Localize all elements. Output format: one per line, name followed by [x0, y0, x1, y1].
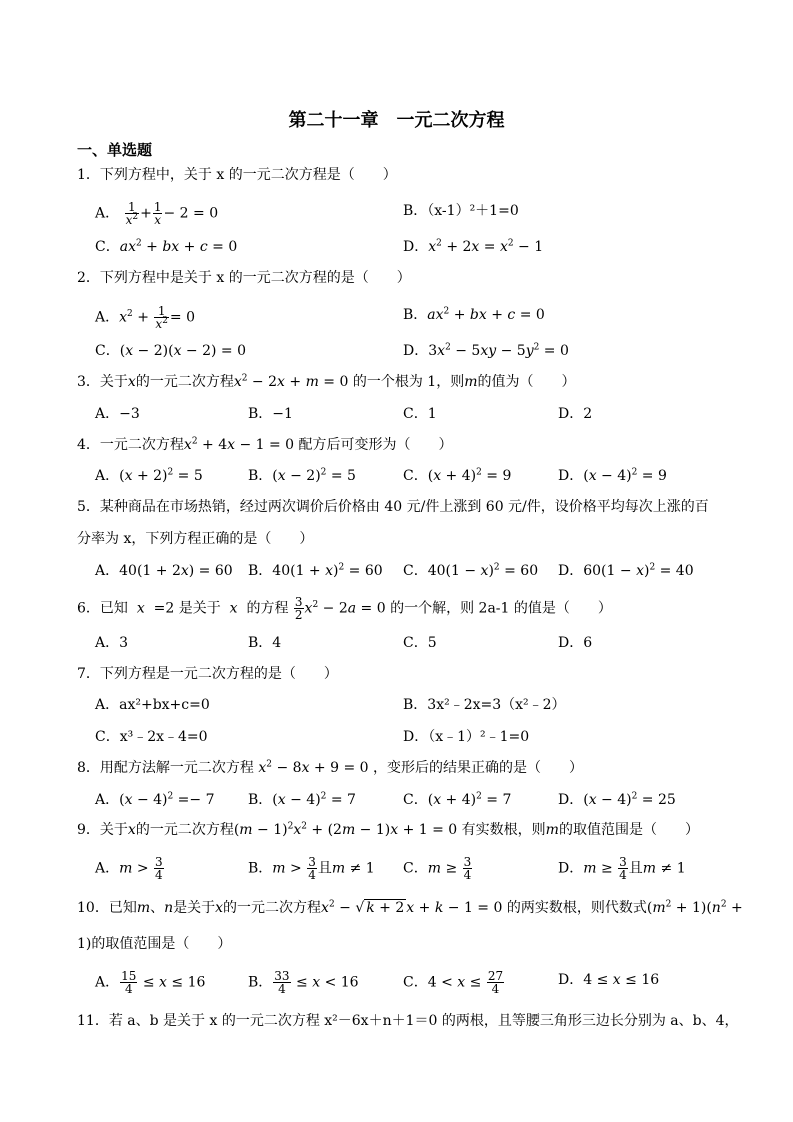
q2-option-b[interactable]: B．$ax^2$ + bx + c = 0	[403, 306, 545, 323]
q9-option-d[interactable]: D．m ≥ $\frac{3}{4}$ 且m ≠ 1	[558, 855, 686, 882]
q10-option-d[interactable]: D．4 ≤ x ≤ 16	[558, 972, 660, 988]
q5-option-c[interactable]: C．$40(1 - x)^2 = 60$	[403, 562, 539, 579]
q4-option-d[interactable]: D．$(x - 4)^2 = 9$	[558, 467, 667, 484]
q5-option-b[interactable]: B．$40(1 + x)^2 = 60$	[248, 562, 383, 579]
q4-option-a[interactable]: A．$(x + 2)^2 = 5$	[95, 467, 203, 484]
q8-option-a[interactable]: A．$(x - 4)^2 =- 7$	[95, 791, 215, 808]
q5-stem-line1: 5．某种商品在市场热销，经过两次调价后价格由 40 元/件上涨到 60 元/件，设价格平均每次上涨的百	[77, 499, 709, 515]
q1-option-b[interactable]: B．（x-1）²＋1=0	[403, 203, 519, 219]
q3-option-b[interactable]: B．−1	[248, 406, 293, 422]
q1-option-d[interactable]: D．$x^2 + 2x = x^2 - 1$	[403, 238, 544, 255]
q7-stem: 7．下列方程是一元二次方程的是（ ）	[77, 666, 338, 682]
q6-option-d[interactable]: D．6	[558, 635, 593, 651]
q6-option-a[interactable]: A．3	[95, 635, 129, 651]
q5-stem-line2: 分率为 x，下列方程正确的是（ ）	[77, 531, 314, 547]
section-heading: 一、单选题	[77, 141, 153, 159]
q3-stem: 3．关于x的一元二次方程$x^2 - 2x + m = 0$ 的一个根为 1，则m的值为（ ）	[77, 373, 576, 390]
q10-stem-line2: 1)的取值范围是（ ）	[77, 936, 232, 952]
q3-option-d[interactable]: D．2	[558, 406, 593, 422]
q10-option-c[interactable]: C．4 < x ≤ $\frac{27}{4}$	[403, 969, 504, 996]
q1-option-c[interactable]: C．$ax^2$ + bx + c = 0	[95, 238, 238, 255]
q8-option-d[interactable]: D．$(x - 4)^2 = 25$	[558, 791, 676, 808]
q9-option-c[interactable]: C．m ≥ $\frac{3}{4}$	[403, 855, 472, 882]
q9-option-a[interactable]: A．m > $\frac{3}{4}$	[95, 855, 163, 882]
q7-option-d[interactable]: D．（x﹣1）²﹣1=0	[403, 729, 530, 745]
q2-option-d[interactable]: D．$3x^2 - 5xy - 5y^2 = 0$	[403, 342, 569, 359]
q4-option-c[interactable]: C．$(x + 4)^2 = 9$	[403, 467, 512, 484]
q11-stem: 11．若 a、b 是关于 x 的一元二次方程 x²－6x＋n＋1＝0 的两根，且等腰三角形三边长分别为 a、b、4，	[77, 1013, 739, 1029]
q10-option-b[interactable]: B． $\frac{33}{4}$ ≤ x < 16	[248, 969, 359, 996]
q5-option-a[interactable]: A．40(1 + 2x) = 60	[95, 563, 233, 579]
q6-stem: 6．已知 x =2 是关于 x 的方程 $\frac{3}{2}$ $x^2 - 2a = 0$ 的一个解，则 2a-1 的值是（ ）	[77, 595, 612, 622]
q4-stem: 4．一元二次方程$x^2 + 4x - 1 = 0$ 配方后可变形为（ ）	[77, 436, 453, 453]
q10-option-a[interactable]: A． $\frac{15}{4}$ ≤ x ≤ 16	[95, 969, 206, 996]
q6-option-b[interactable]: B．4	[248, 635, 282, 651]
q2-option-c[interactable]: C．(x − 2)(x − 2) = 0	[95, 343, 247, 359]
q6-option-c[interactable]: C．5	[403, 635, 437, 651]
q10-stem-line1: 10．已知m、n是关于x的一元二次方程$x^2$ − √ k + 2 x + k − 1 = 0 的两实数根，则代数式$(m^2 + 1)(n^2$ +	[77, 899, 743, 916]
q7-option-c[interactable]: C．x³﹣2x﹣4=0	[95, 729, 208, 745]
q9-stem: 9．关于x的一元二次方程$(m - 1)^2x^2 + (2m - 1)x + 1 = 0$ 有实数根，则m的取值范围是（ ）	[77, 821, 699, 838]
q7-option-a[interactable]: A．ax²+bx+c=0	[95, 697, 210, 713]
q8-option-b[interactable]: B．$(x - 4)^2 = 7$	[248, 791, 356, 808]
q2-stem: 2．下列方程中是关于 x 的一元二次方程的是（ ）	[77, 270, 411, 286]
q8-option-c[interactable]: C．$(x + 4)^2 = 7$	[403, 791, 512, 808]
q1-stem: 1．下列方程中，关于 x 的一元二次方程是（ ）	[77, 167, 397, 183]
q3-option-a[interactable]: A．−3	[95, 406, 140, 422]
q2-option-a[interactable]: A．$x^2$ + $\frac{1}{x^2}$ = 0	[95, 304, 196, 331]
q7-option-b[interactable]: B．3x²﹣2x=3（x²﹣2）	[403, 697, 566, 713]
q9-option-b[interactable]: B．m > $\frac{3}{4}$ 且m ≠ 1	[248, 855, 375, 882]
q4-option-b[interactable]: B．$(x - 2)^2 = 5$	[248, 467, 356, 484]
page-title: 第二十一章 一元二次方程	[288, 110, 505, 131]
q8-stem: 8．用配方法解一元二次方程 $x^2 - 8x + 9 = 0$ ，变形后的结果正确的是（ ）	[77, 759, 583, 776]
q3-option-c[interactable]: C．1	[403, 406, 437, 422]
q5-option-d[interactable]: D．$60(1 - x)^2 = 40$	[558, 562, 694, 579]
q1-option-a[interactable]: A． $\frac{1}{x^2}$ + $\frac{1}{x}$ − 2 = 0	[95, 200, 219, 227]
